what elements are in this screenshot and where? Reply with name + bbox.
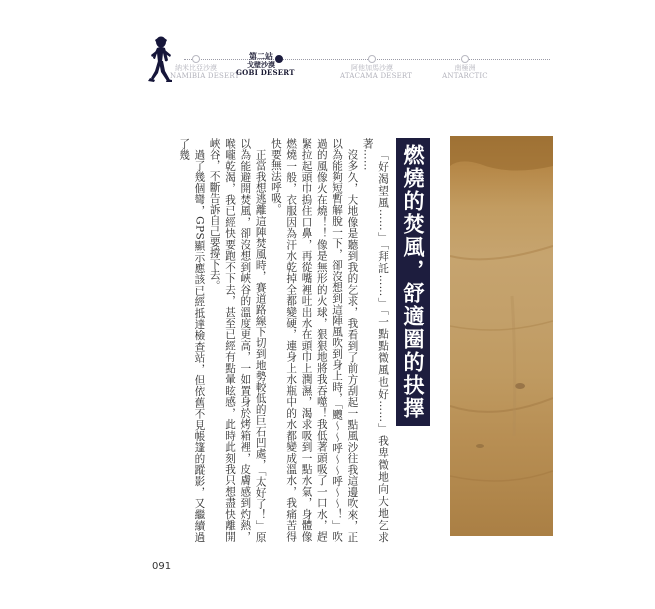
body-paragraph: 「好渴望風……」「拜託……」「一點點微風也好……」我卑微地向大地乞求著…… xyxy=(361,138,389,542)
stage-marker-4 xyxy=(461,55,469,63)
desert-photo xyxy=(450,136,553,536)
stage-label-4 xyxy=(440,64,490,80)
body-paragraph: 正當我想逃離這陣焚風時，賽道路線下切到地勢較低的巨石凹處，「太好了！」原以為能避開焚風，卻沒想到峽谷的溫度更高，一如置身於烤箱裡，皮膚感到灼熱，喉嚨乾渴，我已經快要跑不下去，甚至已經有點暈眩感，此時此刻我只想盡快離開峽谷，不斷告訴自己要撐下去。 xyxy=(208,138,267,542)
stage-zh-3: 阿他加馬沙漠 xyxy=(351,64,393,72)
stage-caption-2: 第二站 xyxy=(249,51,273,61)
stage-en-1: NAMIBIA DESERT xyxy=(170,72,240,80)
stage-marker-1 xyxy=(192,55,200,63)
page-number: 091 xyxy=(152,561,172,572)
stage-label-1 xyxy=(170,64,240,80)
body-paragraph: 沒多久，大地像是聽到我的乞求，我看到了前方刮起一點風沙往我這邊吹來，正以為能夠短暫解脫一下，卻沒想到這陣風吹到身上時，「颼～～呼～～呼～～！」吹過的風像火在燒！！像是無形的火球，狠狠地將我吞噬！我低著頭吸了一口水，趕緊拉起頭巾摀住口鼻，再從嘴裡吐出水在頭巾上潤濕，渴求吸到一點水氣，身體像燃燒一般，衣服因為汗水乾掉全都變硬，連身上水瓶中的水都變成溫水，我痛苦得快要無法呼吸。 xyxy=(269,138,359,542)
stage-en-2: GOBI DESERT xyxy=(236,68,295,77)
stage-marker-3 xyxy=(368,55,376,63)
stage-zh-1: 納米比亞沙漠 xyxy=(175,64,217,72)
article-body xyxy=(172,138,390,542)
article-headline: 燃燒的焚風，舒適圈的抉擇 xyxy=(398,138,428,426)
stage-zh-2: 戈壁沙漠 xyxy=(247,60,275,69)
stage-en-3: ATACAMA DESERT xyxy=(340,72,413,80)
body-paragraph: 過了幾個彎，GPS顯示應該已經抵達檢查站，但依舊不見帳篷的蹤影，又繼續過了幾 xyxy=(178,138,206,542)
stage-zh-4: 南極洲 xyxy=(454,64,476,72)
stage-label-3 xyxy=(340,64,413,80)
stage-label-2 xyxy=(236,51,295,77)
stage-en-4: ANTARCTIC xyxy=(442,72,488,80)
